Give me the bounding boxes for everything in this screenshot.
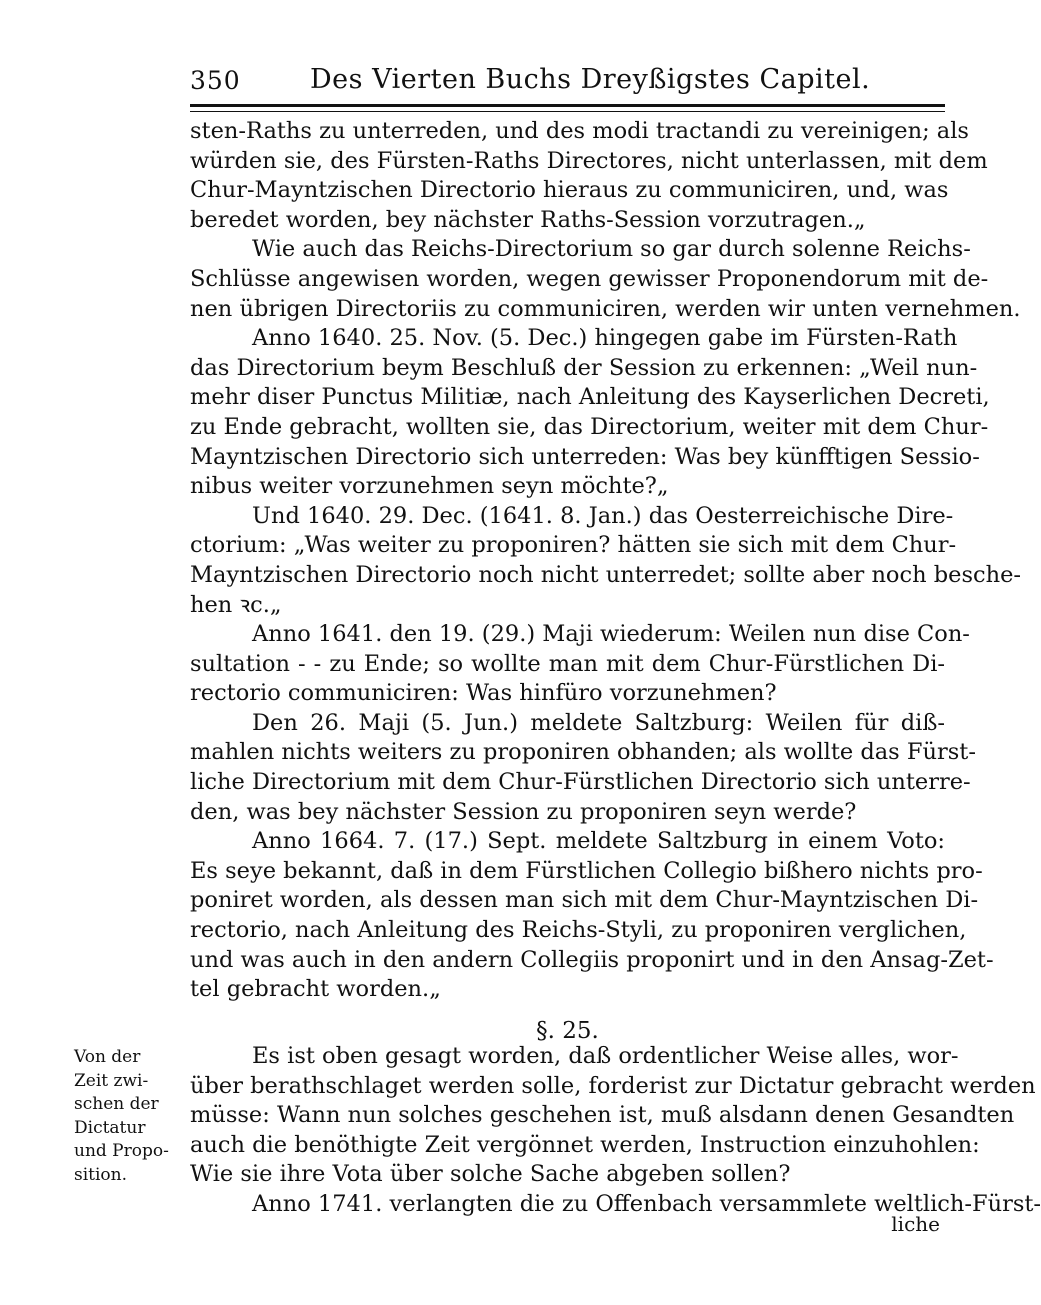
text-line: liche Directorium mit dem Chur-Fürstlichen Directorio sich unterre- [190,769,971,796]
text-line: Und 1640. 29. Dec. (1641. 8. Jan.) das Oesterreichische Dire- [252,502,954,529]
margin-note-line: und Propo- [74,1141,169,1161]
text-line: Anno 1640. 25. Nov. (5. Dec.) hingegen gabe im Fürsten-Rath [252,325,958,352]
body-text [190,117,1021,1005]
text-line: sultation - - zu Ende; so wollte man mit dem Chur-Fürstlichen Di- [190,650,945,677]
text-line: nen übrigen Directoriis zu communiciren, werden wir unten vernehmen. [190,295,1021,322]
text-line: Anno 1641. den 19. (29.) Maji wiederum: Weilen nun dise Con- [252,621,970,648]
text-line: mahlen nichts weiters zu proponiren obhanden; als wollte das Fürst- [190,739,976,766]
text-line: Wie sie ihre Vota über solche Sache abgeben sollen? [190,1161,791,1188]
text-line: Es seye bekannt, daß in dem Fürstlichen Collegio bißhero nichts pro- [190,857,983,884]
catchword: liche [891,1212,940,1236]
text-line: mehr diser Punctus Militiæ, nach Anleitung des Kayserlichen Decreti, [190,384,990,411]
text-line: Den 26. Maji (5. Jun.) meldete Saltzburg: Weilen für diß- [252,709,945,736]
text-line: rectorio, nach Anleitung des Reichs-Styli, zu proponiren verglichen, [190,917,967,944]
text-line: ctorium: „Was weiter zu proponiren? hätten sie sich mit dem Chur- [190,532,957,559]
text-line: sten-Raths zu unterreden, und des modi tractandi zu vereinigen; als [190,118,969,144]
text-line: und was auch in den andern Collegiis proponirt und in den Ansag-Zet- [190,946,994,973]
text-line: beredet worden, bey nächster Raths-Session vorzutragen.„ [190,206,866,233]
header-rule-thin [190,111,945,112]
text-line: Anno 1741. verlangten die zu Offenbach versammlete weltlich-Fürst- [252,1190,1041,1217]
section-mark: §. 25. [536,1018,599,1044]
text-line: würden sie, des Fürsten-Raths Directores, nicht unterlassen, mit dem [190,147,988,174]
text-line: Schlüsse angewisen worden, wegen gewisser Proponendorum mit de- [190,265,989,292]
text-line: Es ist oben gesagt worden, daß ordentlicher Weise alles, wor- [252,1043,959,1069]
text-line: Wie auch das Reichs-Directorium so gar durch solenne Reichs- [252,236,971,263]
text-line: hen ꝛc.„ [190,591,282,618]
body-text-section-25 [190,1042,1041,1220]
text-line: über berathschlaget werden solle, forderist zur Dictatur gebracht werden [190,1072,1036,1099]
text-line: zu Ende gebracht, wollten sie, das Directorium, weiter mit dem Chur- [190,413,989,440]
text-line: Mayntzischen Directorio sich unterreden: Was bey künfftigen Sessio- [190,443,980,470]
text-line: Mayntzischen Directorio noch nicht unterredet; sollte aber noch besche- [190,561,1021,588]
text-line: Chur-Mayntzischen Directorio hieraus zu communiciren, und, was [190,177,949,204]
margin-note-line: sition. [74,1164,128,1185]
text-line: auch die benöthigte Zeit vergönnet werden, Instruction einzuhohlen: [190,1131,980,1158]
margin-note-line: schen der [74,1094,159,1114]
margin-note-line: Dictatur [74,1117,146,1138]
margin-note-line: Zeit zwi- [74,1070,149,1091]
text-line: nibus weiter vorzunehmen seyn möchte?„ [190,473,669,500]
text-line: müsse: Wann nun solches geschehen ist, muß alsdann denen Gesandten [190,1102,1015,1129]
text-line: Anno 1664. 7. (17.) Sept. meldete Saltzburg in einem Voto: [252,828,945,855]
running-head: Des Vierten Buchs Dreyßigstes Capitel. [310,64,871,95]
text-line: rectorio communiciren: Was hinfüro vorzunehmen? [190,680,777,707]
text-line: den, was bey nächster Session zu proponiren seyn werde? [190,798,857,825]
margin-note-line: Von der [74,1047,141,1067]
text-line: poniret worden, als dessen man sich mit dem Chur-Mayntzischen Di- [190,887,979,914]
margin-note [74,1046,184,1187]
page-header [190,62,945,102]
header-rule [190,104,945,107]
text-line: das Directorium beym Beschluß der Session zu erkennen: „Weil nun- [190,354,978,381]
text-line: tel gebracht worden.„ [190,976,441,1003]
page-number: 350 [190,66,241,95]
